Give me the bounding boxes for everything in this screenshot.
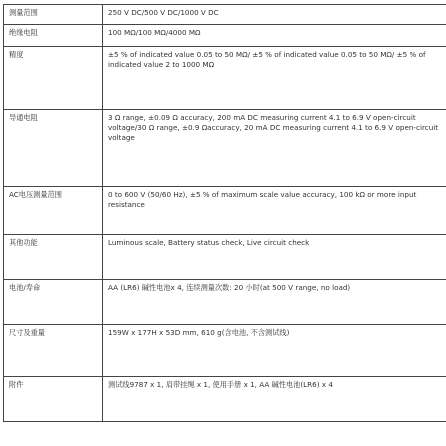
- table-row: [4, 5, 446, 25]
- row-label: 附件: [4, 377, 103, 422]
- row-label: 绝缘电阻: [4, 25, 103, 47]
- row-value: 0 to 600 V (50/60 Hz), ±5 % of maximum scale value accuracy, 100 kΩ or more input resistance: [103, 187, 446, 235]
- table-row: [4, 280, 446, 325]
- table-row: [4, 47, 446, 110]
- row-value: 3 Ω range, ±0.09 Ω accuracy, 200 mA DC measuring current 4.1 to 6.9 V open-circuit voltage/30 Ω range, ±0.9 Ωaccuracy, 20 mA DC measuring current 4.1 to 6.9 V open-circuit voltage: [103, 110, 446, 187]
- row-value: 159W x 177H x 53D mm, 610 g(含电池, 不含测试线): [103, 325, 446, 377]
- row-value: 100 MΩ/100 MΩ/4000 MΩ: [103, 25, 446, 47]
- table-row: [4, 325, 446, 377]
- row-value: AA (LR6) 碱性电池x 4, 连续测量次数: 20 小时(at 500 V range, no load): [103, 280, 446, 325]
- row-value: 250 V DC/500 V DC/1000 V DC: [103, 5, 446, 25]
- row-label: 测量范围: [4, 5, 103, 25]
- row-value: ±5 % of indicated value 0.05 to 50 MΩ/ ±5 % of indicated value 0.05 to 50 MΩ/ ±5 % of indicated value 2 to 1000 MΩ: [103, 47, 446, 110]
- row-label: 尺寸及重量: [4, 325, 103, 377]
- table-row: [4, 110, 446, 187]
- table-row: [4, 377, 446, 422]
- row-value: 测试线9787 x 1, 肩带挂绳 x 1, 使用手册 x 1, AA 碱性电池(LR6) x 4: [103, 377, 446, 422]
- row-label: 导通电阻: [4, 110, 103, 187]
- row-label: 其他功能: [4, 235, 103, 280]
- table-row: [4, 235, 446, 280]
- row-label: 精度: [4, 47, 103, 110]
- row-label: AC电压测量范围: [4, 187, 103, 235]
- row-label: 电池/寿命: [4, 280, 103, 325]
- row-value: Luminous scale, Battery status check, Live circuit check: [103, 235, 446, 280]
- spec-table: [3, 4, 446, 422]
- table-row: [4, 187, 446, 235]
- table-row: [4, 25, 446, 47]
